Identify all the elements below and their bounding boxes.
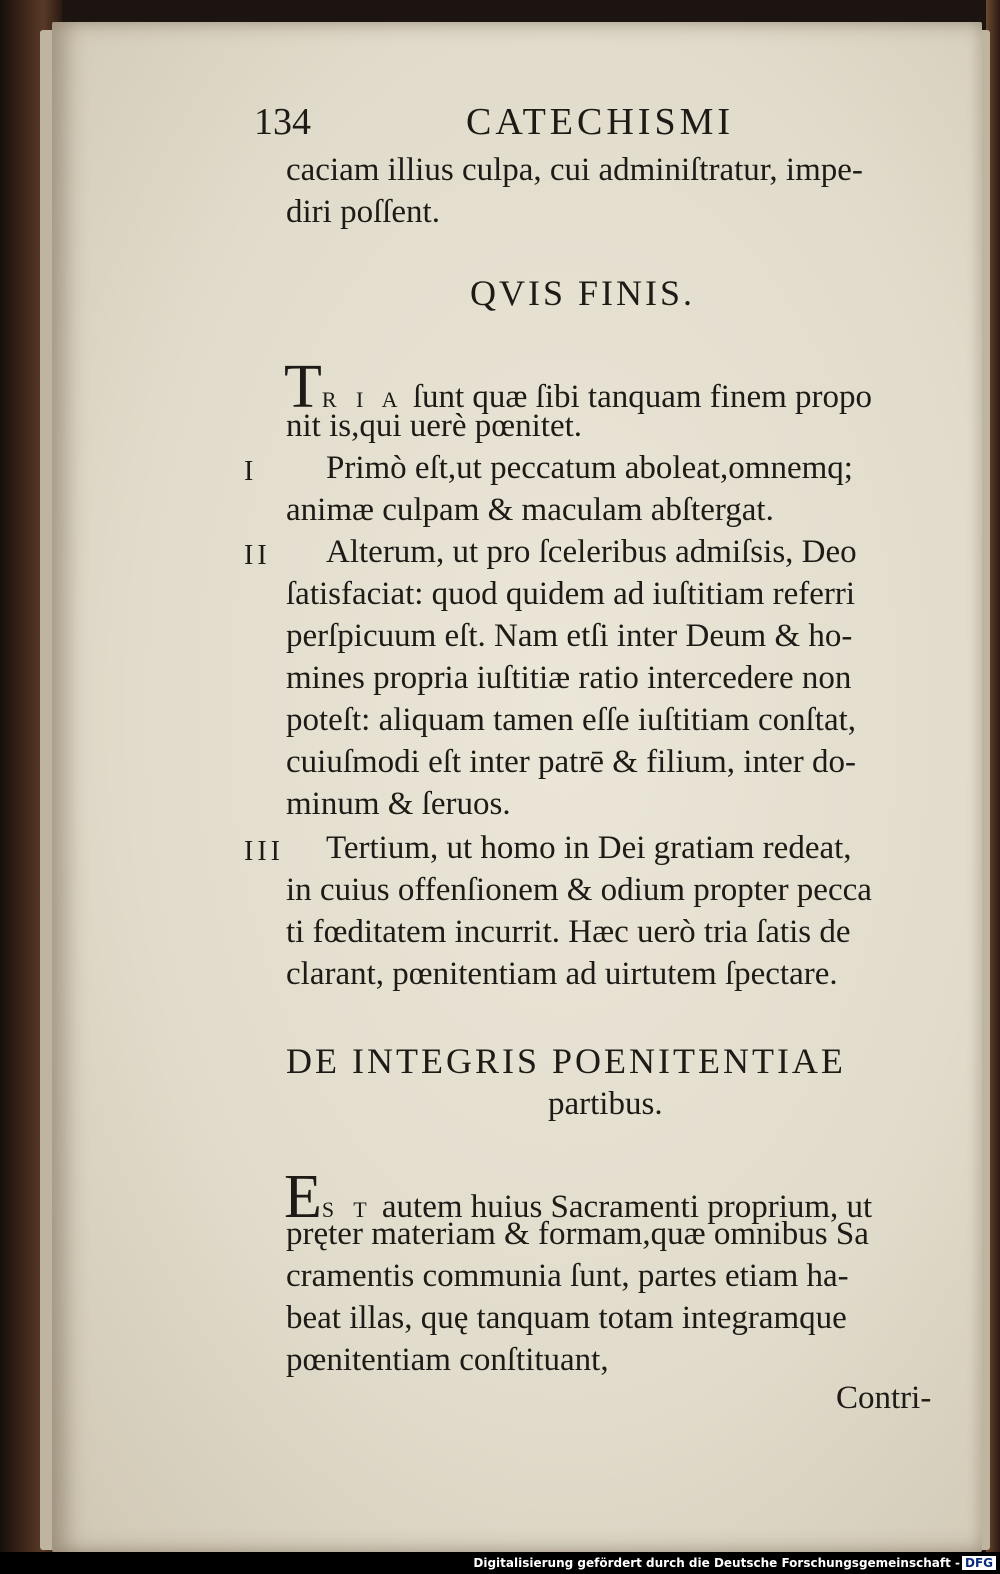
section-heading: DE INTEGRIS POENITENTIAE — [286, 1041, 846, 1081]
text-line: poteſt: aliquam tamen eſſe iuſtitiam conſtat, — [286, 702, 857, 738]
text-line: minum & ſeruos. — [286, 786, 511, 822]
page-number: 134 — [254, 101, 311, 143]
catchword: Contri- — [836, 1380, 932, 1416]
digitization-credit-bar — [0, 1552, 1000, 1574]
running-title: CATECHISMI — [466, 101, 735, 143]
text-line: pręter materiam & formam,quæ omnibus Sa — [286, 1216, 869, 1252]
small-caps: R I A — [321, 387, 405, 412]
text-line: Primò eſt,ut peccatum aboleat,omnemq; — [326, 450, 853, 486]
text-span: ſunt quæ ſibi tanquam finem propo — [412, 379, 873, 415]
dfg-logo: DFG — [962, 1556, 996, 1570]
text-line: ti fœditatem incurrit. Hæc uerò tria ſatis de — [286, 914, 851, 950]
text-line: pœnitentiam conſtituant, — [286, 1342, 609, 1378]
item-marker: III — [244, 836, 284, 867]
text-line: diri poſſent. — [286, 194, 440, 230]
text-line: cramentis communia ſunt, partes etiam ha- — [286, 1258, 849, 1294]
text-line: mines propria iuſtitiæ ratio intercedere non — [286, 660, 852, 696]
text-line: animæ culpam & maculam abſtergat. — [286, 492, 774, 528]
text-line: clarant, pœnitentiam ad uirtutem ſpectare. — [286, 956, 838, 992]
text-line: caciam illius culpa, cui adminiſtratur, impe- — [286, 152, 863, 188]
text-line: cuiuſmodi eſt inter patrē & filium, inter do- — [286, 744, 857, 780]
section-subheading: partibus. — [548, 1086, 663, 1122]
drop-cap: E — [284, 1163, 322, 1231]
credit-text: Digitalisierung gefördert durch die Deutsche Forschungsgemeinschaft - — [473, 1556, 960, 1570]
text-line: in cuius offenſionem & odium propter pecca — [286, 872, 872, 908]
text-span: autem huius Sacramenti proprium, ut — [381, 1189, 873, 1225]
text-line: ſatisfaciat: quod quidem ad iuſtitiam referri — [286, 576, 856, 612]
section-heading: QVIS FINIS. — [470, 273, 696, 313]
text-line: Tertium, ut homo in Dei gratiam redeat, — [326, 830, 852, 866]
item-marker: II — [244, 540, 271, 571]
text-line: beat illas, quę tanquam totam integramque — [286, 1300, 847, 1336]
item-marker: I — [244, 456, 258, 487]
drop-cap: T — [284, 353, 322, 421]
text-line: nit is,qui uerè pœnitet. — [286, 408, 583, 444]
text-line: Alterum, ut pro ſceleribus admiſsis, Deo — [326, 534, 857, 570]
text-line: perſpicuum eſt. Nam etſi inter Deum & ho- — [286, 618, 853, 654]
small-caps: S T — [321, 1197, 374, 1222]
